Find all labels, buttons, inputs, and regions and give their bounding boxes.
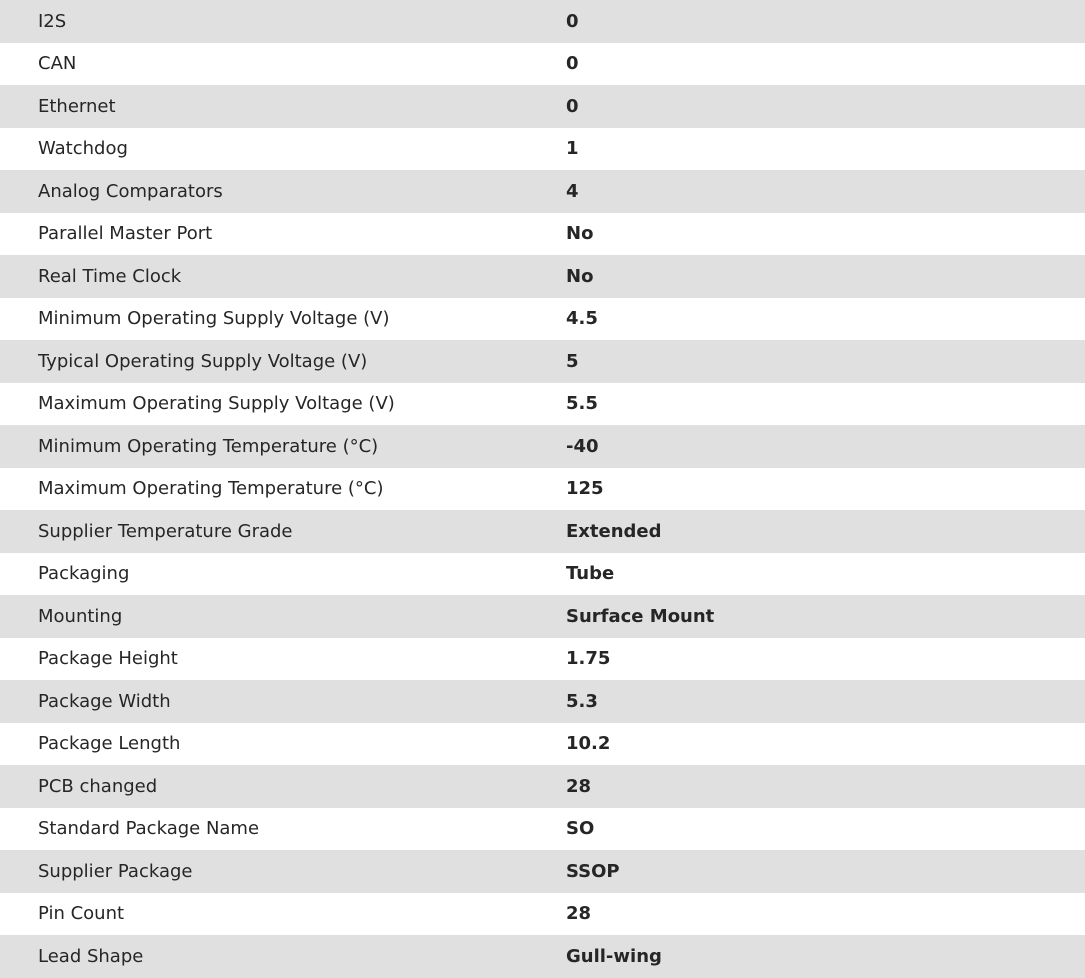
spec-value: Tube xyxy=(566,563,615,585)
table-row xyxy=(0,595,1085,638)
spec-value: 5.5 xyxy=(566,393,598,415)
spec-value: 28 xyxy=(566,775,592,797)
table-row xyxy=(0,808,1085,851)
spec-value: -40 xyxy=(566,435,599,457)
spec-name: Real Time Clock xyxy=(38,265,182,287)
table-row xyxy=(0,128,1085,171)
spec-value: Surface Mount xyxy=(566,605,715,627)
spec-name: Supplier Temperature Grade xyxy=(38,520,293,542)
spec-name: Minimum Operating Temperature (°C) xyxy=(38,435,379,457)
table-row xyxy=(0,723,1085,766)
spec-value: 10.2 xyxy=(566,733,611,755)
spec-name: Watchdog xyxy=(38,138,128,160)
spec-name: Package Length xyxy=(38,733,181,755)
table-row xyxy=(0,340,1085,383)
spec-name: Packaging xyxy=(38,563,130,585)
table-row xyxy=(0,553,1085,596)
table-row xyxy=(0,680,1085,723)
table-row xyxy=(0,85,1085,128)
spec-value: No xyxy=(566,265,594,287)
spec-value: 28 xyxy=(566,903,592,925)
spec-name: Supplier Package xyxy=(38,860,193,882)
spec-name: Lead Shape xyxy=(38,945,144,967)
table-row xyxy=(0,43,1085,86)
spec-value: 1.75 xyxy=(566,648,611,670)
spec-name: Ethernet xyxy=(38,95,116,117)
table-row xyxy=(0,383,1085,426)
table-row xyxy=(0,765,1085,808)
spec-value: 5.3 xyxy=(566,690,598,712)
spec-name: Package Width xyxy=(38,690,171,712)
spec-value: Extended xyxy=(566,520,662,542)
spec-name: Parallel Master Port xyxy=(38,223,213,245)
table-row xyxy=(0,255,1085,298)
spec-name: Mounting xyxy=(38,605,123,627)
spec-name: Maximum Operating Supply Voltage (V) xyxy=(38,393,395,415)
spec-value: SSOP xyxy=(566,860,620,882)
spec-value: 4.5 xyxy=(566,308,598,330)
spec-value: Gull-wing xyxy=(566,945,662,967)
table-row xyxy=(0,213,1085,256)
spec-name: CAN xyxy=(38,53,77,75)
table-row xyxy=(0,893,1085,936)
table-row xyxy=(0,510,1085,553)
table-row xyxy=(0,425,1085,468)
spec-name: Minimum Operating Supply Voltage (V) xyxy=(38,308,390,330)
spec-name: Typical Operating Supply Voltage (V) xyxy=(38,350,368,372)
table-row xyxy=(0,468,1085,511)
spec-name: Standard Package Name xyxy=(38,818,260,840)
spec-value: 5 xyxy=(566,350,579,372)
table-row xyxy=(0,170,1085,213)
spec-value: 0 xyxy=(566,10,579,32)
spec-name: Package Height xyxy=(38,648,178,670)
spec-name: Maximum Operating Temperature (°C) xyxy=(38,478,384,500)
spec-value: 0 xyxy=(566,53,579,75)
spec-value: No xyxy=(566,223,594,245)
spec-value: 4 xyxy=(566,180,579,202)
spec-name: Pin Count xyxy=(38,903,125,925)
table-row xyxy=(0,298,1085,341)
table-row xyxy=(0,850,1085,893)
spec-value: 125 xyxy=(566,478,604,500)
spec-name: Analog Comparators xyxy=(38,180,223,202)
table-row xyxy=(0,638,1085,681)
spec-name: I2S xyxy=(38,10,67,32)
table-row xyxy=(0,935,1085,978)
spec-value: SO xyxy=(566,818,595,840)
table-row xyxy=(0,0,1085,43)
spec-name: PCB changed xyxy=(38,775,158,797)
spec-value: 0 xyxy=(566,95,579,117)
spec-value: 1 xyxy=(566,138,579,160)
